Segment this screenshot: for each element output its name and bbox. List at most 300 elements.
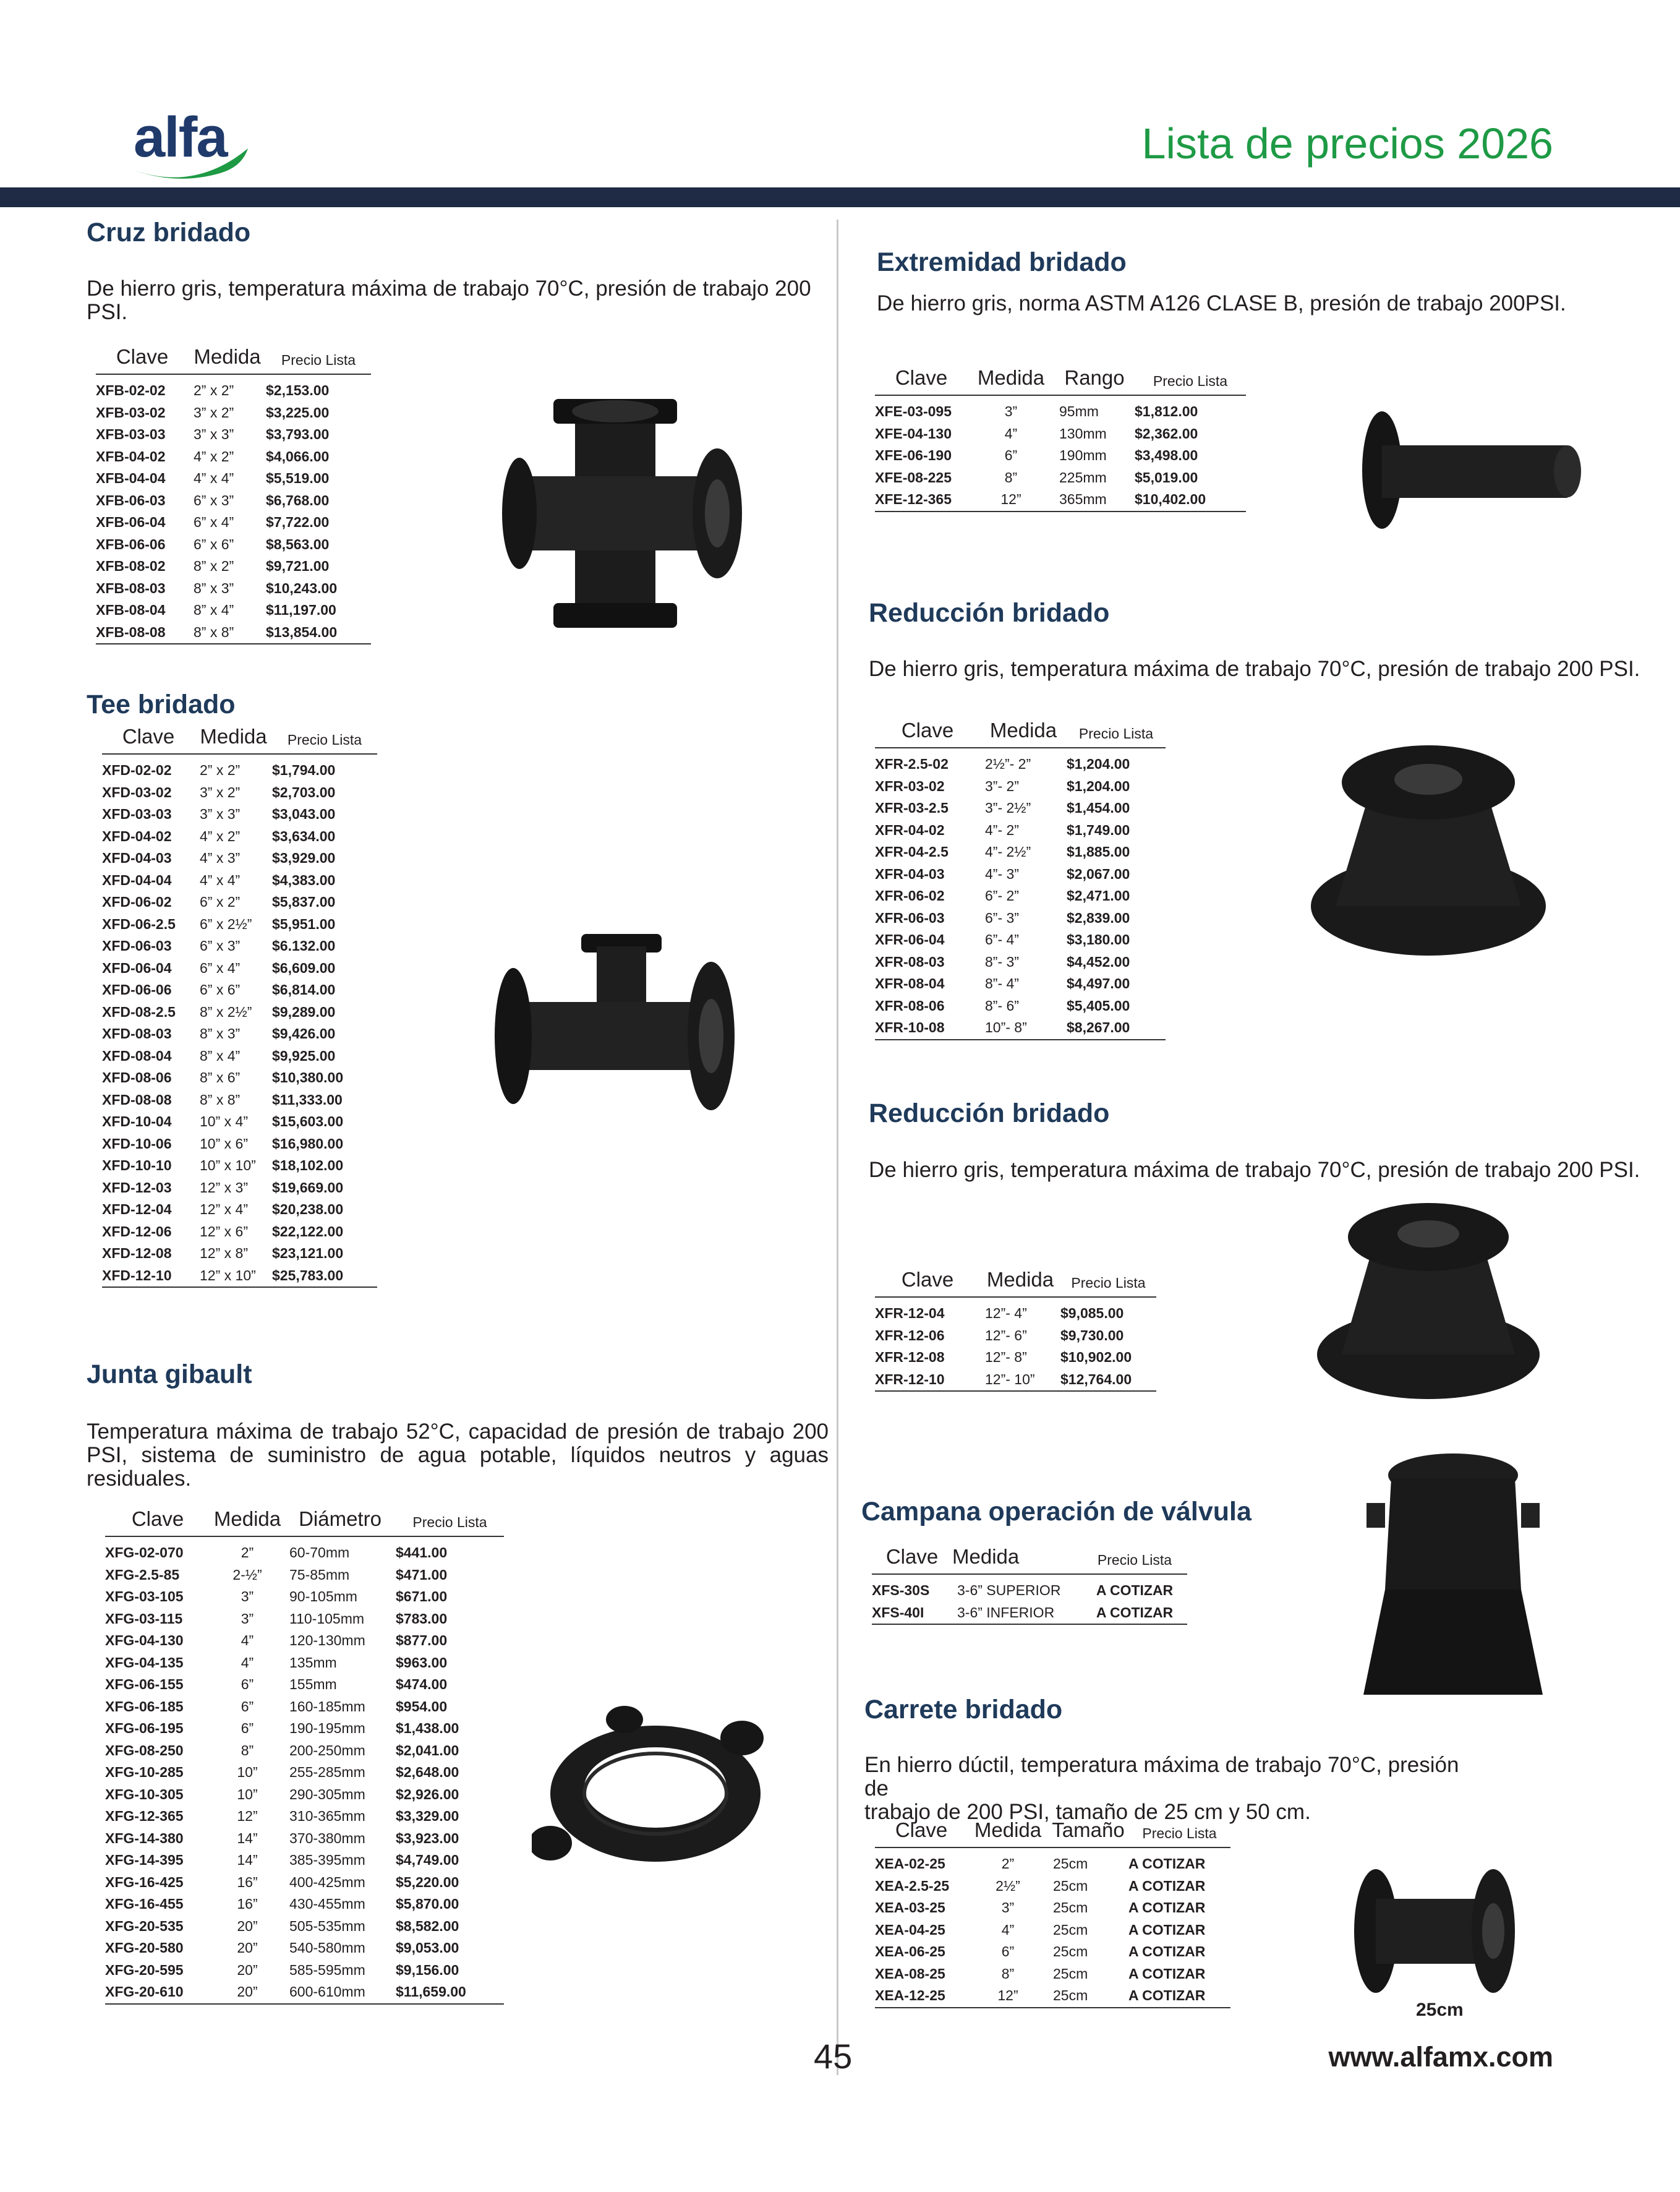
cell-medida: 10” [237, 1786, 258, 1802]
cell-clave: XFD-12-08 [102, 1245, 172, 1262]
col-precio: Precio Lista [266, 345, 371, 374]
col-precio: Precio Lista [1135, 366, 1246, 395]
cell-clave: XFB-08-03 [96, 580, 166, 596]
cell-medida: 12” x 10” [195, 1265, 272, 1288]
table-row [96, 374, 371, 402]
cell-extra: $8,267.00 [1067, 1017, 1166, 1040]
cell-medida: 6” x 6” [194, 536, 234, 552]
cell-clave: XFG-06-155 [105, 1676, 184, 1693]
cell-clave: XFB-03-03 [96, 426, 166, 443]
cell-extra: 25cm [1053, 1943, 1088, 1960]
cell-precio: $2,041.00 [396, 1742, 459, 1758]
cell-clave: XFD-06-02 [102, 894, 172, 910]
cell-medida: 12” [237, 1808, 258, 1825]
table-row [105, 1916, 504, 1938]
table-row [105, 1586, 504, 1608]
cell-medida: 10” x 6” [200, 1135, 248, 1152]
cell-extra: $1,749.00 [1067, 821, 1130, 838]
cell-medida: 4” x 2” [200, 828, 241, 844]
cell-medida: 14” [237, 1852, 258, 1869]
junta-section [87, 1359, 252, 1390]
cell-medida: 3-6” SUPERIOR [957, 1582, 1061, 1599]
cell-precio: $3,329.00 [396, 1808, 459, 1825]
cell-extra: 130mm [1059, 425, 1107, 442]
cell-clave: XFE-06-190 [875, 447, 952, 464]
tee-title: Tee bridado [87, 690, 236, 719]
table-row [875, 951, 1166, 974]
col-clave: Clave [102, 725, 195, 754]
table-row [96, 402, 371, 424]
cell-medida: 4”- 2½” [985, 844, 1031, 860]
cell-medida: 4” [241, 1632, 254, 1649]
cell-clave: XFG-10-285 [105, 1764, 184, 1781]
table-row [105, 1718, 504, 1740]
cell-precio: $11,659.00 [396, 1981, 504, 2004]
cell-precio: $3,923.00 [396, 1830, 459, 1846]
cell-extra: 120-130mm [289, 1632, 365, 1649]
cell-extra: $1,204.00 [1067, 756, 1130, 773]
cell-extra: $22,122.00 [272, 1223, 344, 1239]
table-row [872, 1602, 1187, 1625]
table-row [875, 1897, 1230, 1919]
cell-extra: $6,814.00 [272, 982, 336, 998]
table-row [875, 1919, 1230, 1942]
cell-medida: 6” x 2½” [200, 915, 252, 932]
cell-extra: $3,634.00 [272, 828, 336, 844]
cell-clave: XFR-10-08 [875, 1017, 980, 1040]
table-row [96, 468, 371, 490]
cell-clave: XFD-08-03 [102, 1025, 172, 1042]
cell-extra: 25cm [1048, 1985, 1128, 2008]
column-divider [837, 220, 838, 2075]
cell-extra: $1,885.00 [1067, 844, 1130, 860]
cell-clave: XFB-06-03 [96, 492, 166, 508]
cell-extra: $7,722.00 [266, 514, 330, 531]
cell-clave: XFR-2.5-02 [875, 756, 949, 773]
cell-extra: $1,454.00 [1067, 800, 1130, 816]
cell-extra: 25cm [1053, 1921, 1088, 1938]
table-row [875, 748, 1166, 776]
table-row [102, 803, 377, 826]
col-medida: Medida [189, 345, 266, 374]
table-row [105, 1696, 504, 1718]
col-clave: Clave [875, 719, 980, 748]
table-row [102, 754, 377, 782]
carrete-desc-line2: de [864, 1776, 889, 1800]
reduccion1-section [869, 598, 1109, 628]
cell-extra: $23,121.00 [272, 1245, 344, 1262]
table-row [102, 1001, 377, 1024]
carrete-section [864, 1695, 1062, 1725]
table-row [102, 1177, 377, 1199]
col-medida: Medida [968, 366, 1054, 395]
cell-medida: 12” [968, 1985, 1048, 2008]
table-row [875, 1346, 1156, 1369]
cell-extra: 225mm [1059, 469, 1107, 486]
col-tamano: Tamaño [1048, 1818, 1128, 1847]
table-row [102, 1067, 377, 1089]
cell-medida: 12” [968, 489, 1054, 512]
cell-medida: 8” x 8” [189, 622, 266, 644]
cell-precio: $2,362.00 [1135, 425, 1198, 442]
cell-precio: A COTIZAR [1128, 1965, 1206, 1982]
table-row [875, 885, 1166, 907]
table-row [102, 1199, 377, 1221]
table-row [105, 1872, 504, 1894]
cell-medida: 6” [241, 1720, 254, 1737]
cell-clave: XFD-04-02 [102, 828, 172, 844]
reduccion1-price-table [875, 719, 1166, 1040]
cell-clave: XEA-06-25 [875, 1943, 945, 1960]
cell-precio: $5,870.00 [396, 1896, 459, 1912]
cell-precio: $783.00 [396, 1610, 448, 1627]
cell-precio: $474.00 [396, 1676, 448, 1693]
cell-extra: 190-195mm [289, 1720, 365, 1737]
cell-medida: 2-½” [232, 1566, 262, 1583]
col-precio: Precio Lista [1082, 1545, 1187, 1574]
cell-extra: $10,902.00 [1060, 1349, 1132, 1366]
cell-precio: $9,053.00 [396, 1940, 459, 1956]
cell-medida: 3” x 3” [194, 426, 234, 443]
table-row [105, 1652, 504, 1674]
table-row [875, 797, 1166, 820]
cell-clave: XFR-04-03 [875, 865, 945, 882]
cell-clave: XFS-30S [872, 1582, 930, 1599]
cell-precio: A COTIZAR [1128, 1856, 1206, 1872]
cell-extra: A COTIZAR [1096, 1582, 1174, 1599]
cell-medida: 3” [241, 1588, 254, 1605]
cell-clave: XEA-04-25 [875, 1921, 945, 1938]
cell-medida: 8” [241, 1742, 254, 1758]
col-medida: Medida [968, 1818, 1048, 1847]
cell-precio: $10,402.00 [1135, 489, 1246, 512]
carrete-size-caption: 25cm [1416, 2000, 1464, 2020]
cell-extra: $10,243.00 [266, 580, 338, 596]
tee-price-table [102, 725, 377, 1288]
cell-medida: 20” [237, 1917, 258, 1934]
cell-clave: XFD-03-02 [102, 784, 172, 800]
cell-medida: 6” x 4” [194, 514, 234, 531]
cell-extra: A COTIZAR [1082, 1602, 1187, 1625]
cell-extra: $5,951.00 [272, 915, 336, 932]
cell-clave: XFD-08-2.5 [102, 1003, 176, 1020]
cell-clave: XFR-03-2.5 [875, 800, 949, 816]
cell-extra: $11,333.00 [272, 1091, 343, 1108]
junta-price-table [105, 1507, 504, 2005]
cell-clave: XFD-08-08 [102, 1091, 172, 1108]
col-medida: Medida [195, 725, 272, 754]
cell-medida: 10” [237, 1764, 258, 1781]
cell-extra: 190mm [1059, 447, 1107, 464]
table-row [875, 423, 1246, 445]
col-clave: Clave [875, 366, 968, 395]
cell-precio: A COTIZAR [1128, 1877, 1206, 1894]
cell-extra: $9,730.00 [1060, 1327, 1124, 1343]
cell-medida: 12” x 4” [200, 1201, 248, 1218]
cell-clave: XFD-04-04 [102, 871, 172, 888]
table-row [875, 1985, 1230, 2008]
cell-extra: 110-105mm [289, 1610, 365, 1627]
col-precio: Precio Lista [1067, 719, 1166, 748]
col-clave: Clave [875, 1818, 968, 1847]
cell-extra: $9,085.00 [1060, 1305, 1124, 1322]
cell-clave: XFG-20-535 [105, 1917, 184, 1934]
cell-clave: XFD-12-10 [102, 1265, 195, 1288]
cell-extra: 90-105mm [289, 1588, 357, 1605]
cell-medida: 14” [237, 1830, 258, 1846]
table-row [105, 1784, 504, 1806]
cell-extra: 365mm [1054, 489, 1135, 512]
table-row [105, 1608, 504, 1630]
cruz-description: De hierro gris, temperatura máxima de trabajo 70°C, presión de trabajo 200 PSI. [87, 276, 811, 324]
cell-precio: $963.00 [396, 1654, 448, 1671]
table-row [102, 1265, 377, 1288]
cell-medida: 6” [1001, 1943, 1015, 1960]
table-row [875, 1963, 1230, 1985]
cell-extra: 540-580mm [289, 1940, 365, 1956]
col-precio: Precio Lista [1060, 1268, 1156, 1297]
cell-clave: XFR-06-04 [875, 931, 945, 948]
table-row [102, 1155, 377, 1177]
cell-extra: 430-455mm [289, 1896, 365, 1912]
table-row [105, 1564, 504, 1586]
cruz-product-image [495, 383, 742, 646]
table-row [875, 1017, 1166, 1040]
cell-extra: 310-365mm [289, 1808, 365, 1825]
cell-clave: XFR-12-10 [875, 1369, 980, 1392]
cell-precio: $877.00 [396, 1632, 448, 1649]
cell-extra: $3,043.00 [272, 806, 336, 823]
cell-medida: 6” [1004, 447, 1018, 464]
table-row [102, 914, 377, 936]
cell-medida: 6” [241, 1698, 254, 1715]
cell-clave: XFR-06-02 [875, 888, 945, 904]
table-row [875, 1297, 1156, 1325]
cruz-price-table [96, 345, 371, 644]
table-row [96, 424, 371, 446]
cell-clave: XFR-12-04 [875, 1305, 945, 1322]
cell-precio: $441.00 [396, 1544, 448, 1561]
col-clave: Clave [105, 1507, 210, 1536]
cell-medida: 3”- 2½” [985, 800, 1031, 816]
table-row [102, 1221, 377, 1243]
cell-extra: 160-185mm [289, 1698, 365, 1715]
table-row [105, 1674, 504, 1696]
cell-clave: XFG-06-185 [105, 1698, 184, 1715]
table-row [875, 863, 1166, 886]
cell-clave: XFE-04-130 [875, 425, 952, 442]
cell-extra: 385-395mm [289, 1852, 365, 1869]
cell-clave: XFR-04-2.5 [875, 844, 949, 860]
table-row [105, 1937, 504, 1959]
cell-medida: 6”- 2” [985, 888, 1019, 904]
table-row [875, 995, 1166, 1017]
campana-section [861, 1497, 1251, 1527]
cell-medida: 6”- 4” [985, 931, 1019, 948]
table-row [105, 1805, 504, 1828]
carrete-price-table [875, 1818, 1230, 2008]
cell-medida: 16” [237, 1896, 258, 1912]
table-row [102, 847, 377, 870]
reduccion1-product-image [1305, 739, 1552, 965]
table-row [105, 1536, 504, 1564]
cell-medida: 4” x 2” [194, 448, 234, 465]
reduccion2-section [869, 1098, 1109, 1129]
cell-clave: XFG-2.5-85 [105, 1566, 180, 1583]
cell-extra: 255-285mm [289, 1764, 365, 1781]
cell-precio: $5,220.00 [396, 1873, 459, 1890]
table-row [105, 1828, 504, 1850]
cell-clave: XFR-04-02 [875, 821, 945, 838]
cell-clave: XFG-16-455 [105, 1896, 184, 1912]
cell-extra: $18,102.00 [272, 1157, 344, 1174]
cell-extra: 25cm [1053, 1877, 1088, 1894]
cell-extra: 155mm [289, 1676, 337, 1693]
logo-text: alfa [134, 106, 227, 169]
reduccion2-title: Reducción bridado [869, 1098, 1110, 1128]
table-row [102, 1089, 377, 1111]
cell-extra: $1,794.00 [272, 762, 336, 779]
table-row [96, 555, 371, 578]
table-row [96, 512, 371, 534]
cell-extra: $6,609.00 [272, 959, 336, 976]
table-row [105, 1893, 504, 1916]
cell-clave: XFB-06-04 [96, 514, 166, 531]
cell-extra: $2,471.00 [1067, 888, 1130, 904]
cell-extra: $15,603.00 [272, 1113, 344, 1130]
cell-clave: XFG-06-195 [105, 1720, 184, 1737]
cell-clave: XFG-16-425 [105, 1873, 184, 1890]
cell-extra: $3,225.00 [266, 404, 330, 421]
carrete-desc-line1: En hierro dúctil, temperatura máxima de trabajo 70°C, presión [864, 1753, 1459, 1777]
cell-clave: XFG-14-395 [105, 1852, 184, 1869]
cell-medida: 8” [1004, 469, 1018, 486]
cell-clave: XFR-08-03 [875, 953, 945, 970]
cell-clave: XFB-02-02 [96, 382, 166, 399]
cell-extra: $2,839.00 [1067, 909, 1130, 926]
cell-extra: $1,204.00 [1067, 777, 1130, 794]
cell-clave: XFD-10-04 [102, 1113, 172, 1130]
table-row [102, 1243, 377, 1265]
cell-medida: 4”- 3” [985, 865, 1019, 882]
table-row [875, 489, 1246, 512]
table-row [105, 1849, 504, 1872]
cell-medida: 3” [1004, 403, 1018, 420]
carrete-title: Carrete bridado [864, 1695, 1063, 1724]
cell-medida: 3” [1001, 1899, 1015, 1916]
cell-clave: XFD-06-03 [102, 938, 172, 954]
cell-medida: 3” x 2” [200, 784, 241, 800]
cell-medida: 4” x 4” [200, 871, 241, 888]
cell-precio: $9,156.00 [396, 1961, 459, 1978]
cell-clave: XFE-08-225 [875, 469, 952, 486]
cell-extra: $16,980.00 [272, 1135, 344, 1152]
website-link[interactable]: www.alfamx.com [1328, 2041, 1553, 2073]
table-row [102, 1023, 377, 1045]
cell-precio: $2,926.00 [396, 1786, 459, 1802]
cell-medida: 6” x 3” [194, 492, 234, 508]
page-title: Lista de precios 2026 [1141, 119, 1553, 168]
cell-clave: XFD-06-04 [102, 959, 172, 976]
cell-clave: XEA-02-25 [875, 1856, 945, 1872]
table-row [96, 534, 371, 556]
extremidad-description: De hierro gris, norma ASTM A126 CLASE B, presión de trabajo 200PSI. [877, 291, 1566, 315]
col-diametro: Diámetro [284, 1507, 396, 1536]
table-row [102, 782, 377, 804]
cell-clave: XEA-12-25 [875, 1985, 968, 2008]
cell-clave: XFD-08-04 [102, 1047, 172, 1064]
cell-clave: XFD-10-06 [102, 1135, 172, 1152]
cell-medida: 8” x 3” [200, 1025, 241, 1042]
cell-extra: $4,066.00 [266, 448, 330, 465]
table-row [102, 935, 377, 957]
cell-extra: 25cm [1053, 1856, 1088, 1872]
extremidad-title: Extremidad bridado [877, 247, 1127, 277]
cell-precio: $2,648.00 [396, 1764, 459, 1781]
cell-extra: $19,669.00 [272, 1179, 344, 1196]
cell-extra: $6,768.00 [266, 492, 330, 508]
cell-clave: XFG-10-305 [105, 1786, 184, 1802]
cell-precio: $8,582.00 [396, 1917, 459, 1934]
col-clave: Clave [872, 1545, 952, 1574]
cell-clave: XEA-2.5-25 [875, 1877, 950, 1894]
cell-clave: XFD-12-03 [102, 1179, 172, 1196]
cell-extra: 135mm [289, 1654, 337, 1671]
carrete-product-image [1351, 1865, 1518, 2001]
cell-medida: 2” x 2” [200, 762, 241, 779]
reduccion1-description: De hierro gris, temperatura máxima de trabajo 70°C, presión de trabajo 200 PSI. [869, 657, 1640, 681]
reduccion1-title: Reducción bridado [869, 598, 1110, 628]
cell-clave: XFG-20-580 [105, 1940, 184, 1956]
campana-product-image [1357, 1447, 1549, 1710]
cell-medida: 16” [237, 1873, 258, 1890]
cell-clave: XFS-40I [872, 1602, 952, 1625]
table-row [875, 1941, 1230, 1963]
table-row [102, 1111, 377, 1133]
cell-medida: 12”- 8” [985, 1349, 1027, 1366]
cell-extra: 95mm [1059, 403, 1099, 420]
cell-medida: 3-6” INFERIOR [952, 1602, 1082, 1625]
cell-extra: $8,563.00 [266, 536, 330, 552]
cell-precio: $4,749.00 [396, 1852, 459, 1869]
cell-medida: 4” x 4” [194, 470, 234, 487]
cell-clave: XFD-04-03 [102, 850, 172, 867]
table-row [96, 446, 371, 468]
cell-extra: $2,067.00 [1067, 865, 1130, 882]
cell-medida: 6” x 6” [200, 982, 241, 998]
cell-medida: 12”- 10” [980, 1369, 1060, 1392]
cell-extra: $5,519.00 [266, 470, 330, 487]
cell-extra: 25cm [1053, 1899, 1088, 1916]
col-medida: Medida [980, 1268, 1060, 1297]
cell-extra: $4,452.00 [1067, 953, 1130, 970]
cell-extra: $9,925.00 [272, 1047, 336, 1064]
cell-clave: XFG-20-595 [105, 1961, 184, 1978]
cell-clave: XFB-08-02 [96, 558, 166, 575]
cell-clave: XFG-20-610 [105, 1981, 210, 2004]
table-row [102, 979, 377, 1001]
cell-extra: 290-305mm [289, 1786, 365, 1802]
cell-medida: 6” x 4” [200, 959, 241, 976]
cell-precio: A COTIZAR [1128, 1985, 1230, 2008]
extremidad-product-image [1357, 408, 1592, 535]
table-row [105, 1981, 504, 2004]
cruz-title: Cruz bridado [87, 218, 251, 247]
cell-medida: 3”- 2” [985, 777, 1019, 794]
cell-medida: 12” x 8” [200, 1245, 248, 1262]
cell-extra: $9,426.00 [272, 1025, 336, 1042]
cell-extra: $9,289.00 [272, 1003, 336, 1020]
